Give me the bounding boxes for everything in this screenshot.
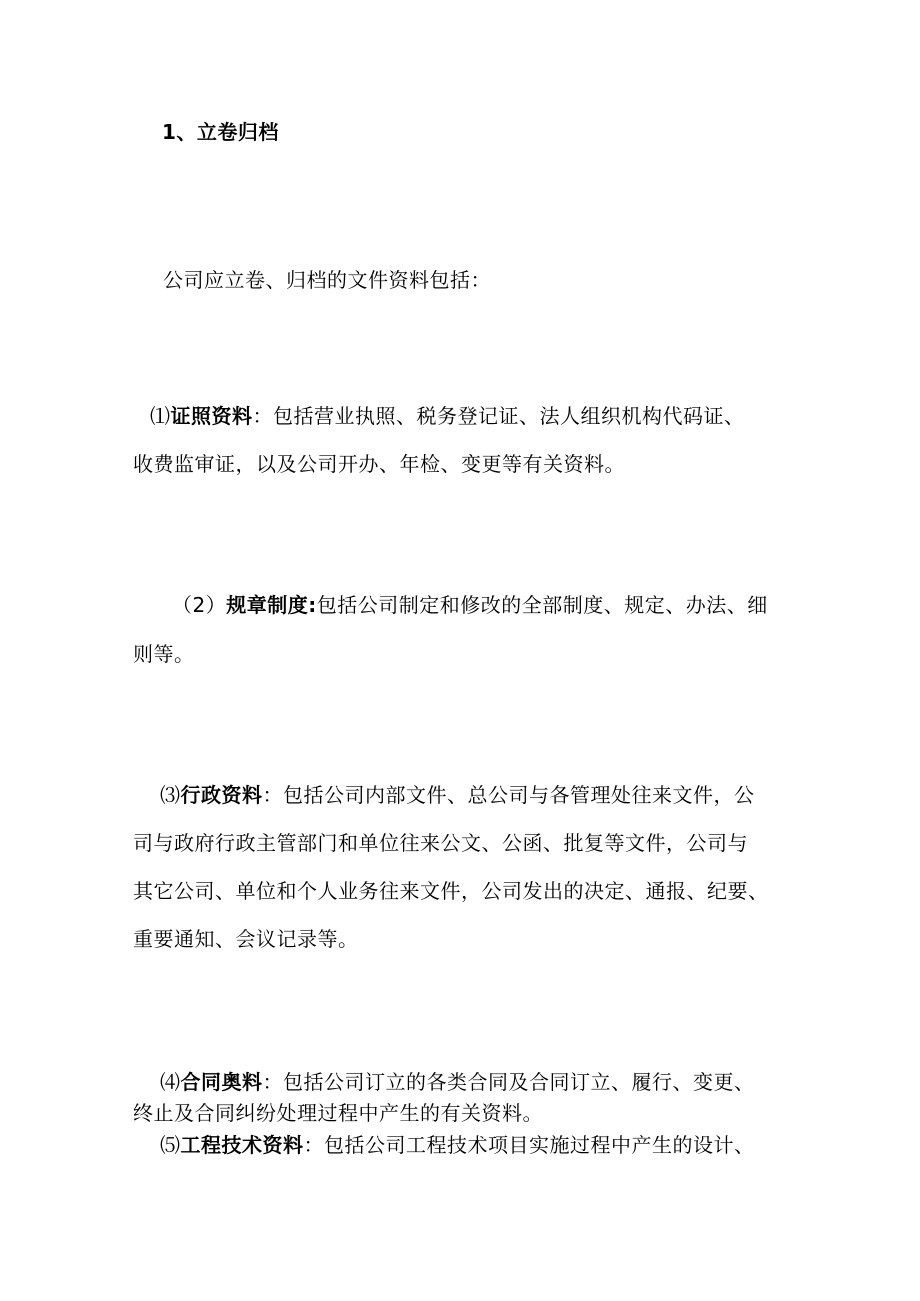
item-4-number: ⑷	[160, 1070, 181, 1094]
item-2-line-2: 则等。	[133, 642, 195, 666]
item-5-line-1	[160, 1131, 755, 1159]
item-1-line-1	[150, 402, 745, 430]
item-2-line-1	[172, 591, 768, 619]
item-1-title: 证照资料	[170, 404, 253, 428]
item-3-colon: ：	[262, 783, 283, 807]
item-4-line-2: 终止及合同纠纷处理过程中产生的有关资料。	[133, 1101, 543, 1125]
item-4-title: 合同奥料	[180, 1070, 263, 1094]
item-2-number: （2）	[172, 593, 227, 617]
item-2-text: 包括公司制定和修改的全部制度、规定、办法、细	[316, 593, 768, 617]
item-5-colon: ：	[303, 1133, 324, 1157]
item-1-colon: ：	[252, 404, 273, 428]
item-3-line-2: 司与政府行政主管部门和单位往来公文、公函、批复等文件，公司与	[133, 831, 748, 855]
item-2-title: 规章制度:	[226, 593, 317, 617]
item-3-line-1	[160, 781, 755, 809]
item-3-text: 包括公司内部文件、总公司与各管理处往来文件，公	[283, 783, 755, 807]
item-4-colon: ：	[262, 1070, 283, 1094]
item-5-number: ⑸	[160, 1133, 181, 1157]
intro-paragraph: 公司应立卷、归档的文件资料包括：	[163, 268, 491, 292]
item-3-line-4: 重要通知、会议记录等。	[133, 927, 359, 951]
item-3-line-3: 其它公司、单位和个人业务往来文件，公司发出的决定、通报、纪要、	[133, 879, 769, 903]
item-1-text: 包括营业执照、税务登记证、法人组织机构代码证、	[273, 404, 745, 428]
item-1-line-2: 收费监审证，以及公司开办、年检、变更等有关资料。	[133, 452, 625, 476]
item-4-line-1	[160, 1068, 755, 1096]
item-5-text: 包括公司工程技术项目实施过程中产生的设计、	[324, 1133, 755, 1157]
item-4-text: 包括公司订立的各类合同及合同订立、履行、变更、	[283, 1070, 755, 1094]
section-heading: 1、立卷归档	[162, 120, 279, 144]
item-1-number: ⑴	[150, 404, 171, 428]
item-3-number: ⑶	[160, 783, 181, 807]
item-5-title: 工程技术资料	[180, 1133, 304, 1157]
item-3-title: 行政资料	[180, 783, 263, 807]
